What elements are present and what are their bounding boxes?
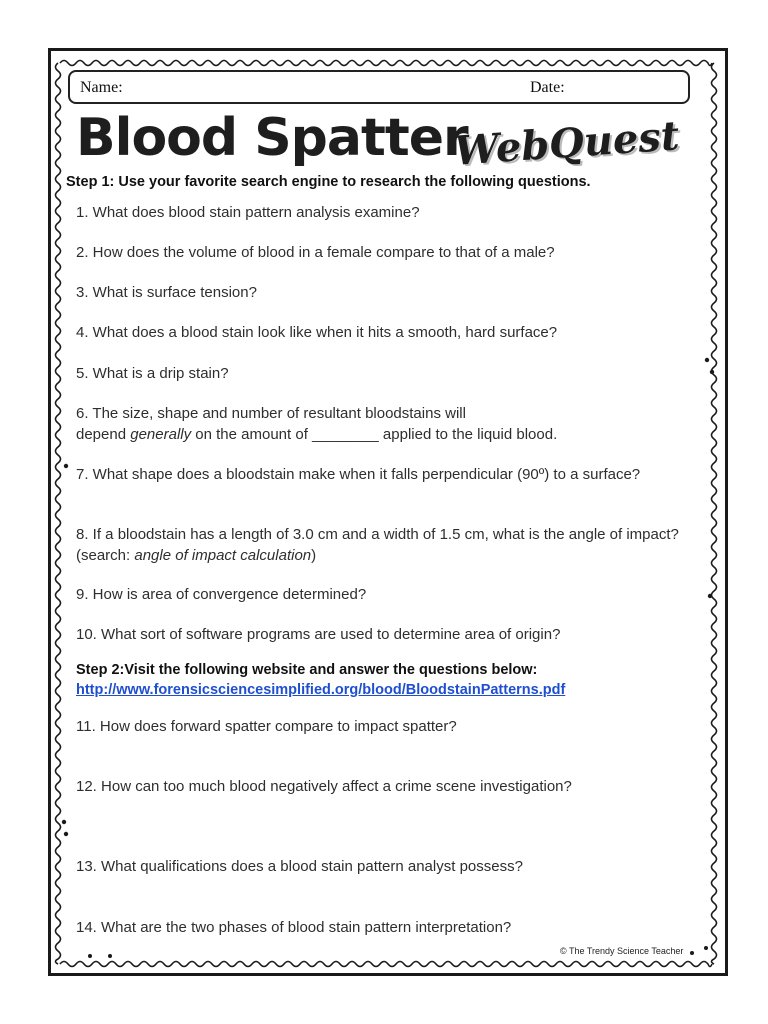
question-12: 12. How can too much blood negatively affect a crime scene investigation?	[76, 778, 572, 795]
page-title: Blood Spatter	[76, 108, 468, 168]
step-2-instructions: Step 2:Visit the following website and answer the questions below:	[76, 662, 538, 678]
name-date-bar	[68, 70, 690, 104]
question-8-emphasis: angle of impact calculation	[134, 546, 312, 564]
question-6-line-1: 6. The size, shape and number of resultant bloodstains will	[76, 405, 466, 422]
question-6-text-pre: depend	[76, 425, 131, 443]
question-11: 11. How does forward spatter compare to impact spatter?	[76, 718, 457, 735]
question-8-text-pre: 8. If a bloodstain has a length of 3.0 cm and a width of 1.5 cm, what is the angle of impact? (search:	[76, 526, 679, 564]
question-7: 7. What shape does a bloodstain make when it falls perpendicular (90º) to a surface?	[76, 466, 641, 483]
question-9: 9. How is area of convergence determined?	[76, 586, 367, 603]
question-5: 5. What is a drip stain?	[76, 365, 229, 382]
date-label: Date:	[530, 79, 565, 96]
question-14: 14. What are the two phases of blood stain pattern interpretation?	[76, 919, 512, 936]
question-6	[76, 404, 696, 445]
question-8	[76, 525, 696, 566]
page-title-script: WebQuest	[452, 112, 681, 175]
name-label: Name:	[80, 79, 123, 96]
question-2: 2. How does the volume of blood in a female compare to that of a male?	[76, 244, 555, 261]
question-6-emphasis: generally	[130, 425, 192, 443]
question-13: 13. What qualifications does a blood stain pattern analyst possess?	[76, 858, 523, 875]
question-4: 4. What does a blood stain look like when it hits a smooth, hard surface?	[76, 324, 558, 341]
question-6-text-post: on the amount of ________ applied to the liquid blood.	[191, 425, 558, 443]
bloodstain-patterns-link[interactable]: http://www.forensicsciencesimplified.org/blood/BloodstainPatterns.pdf	[76, 682, 566, 698]
question-1: 1. What does blood stain pattern analysis examine?	[76, 204, 420, 221]
question-10: 10. What sort of software programs are used to determine area of origin?	[76, 626, 561, 643]
step-1-instructions: Step 1: Use your favorite search engine to research the following questions.	[66, 174, 591, 190]
question-8-text-post: )	[311, 546, 317, 564]
question-3: 3. What is surface tension?	[76, 284, 257, 301]
copyright-notice: © The Trendy Science Teacher	[560, 946, 684, 956]
